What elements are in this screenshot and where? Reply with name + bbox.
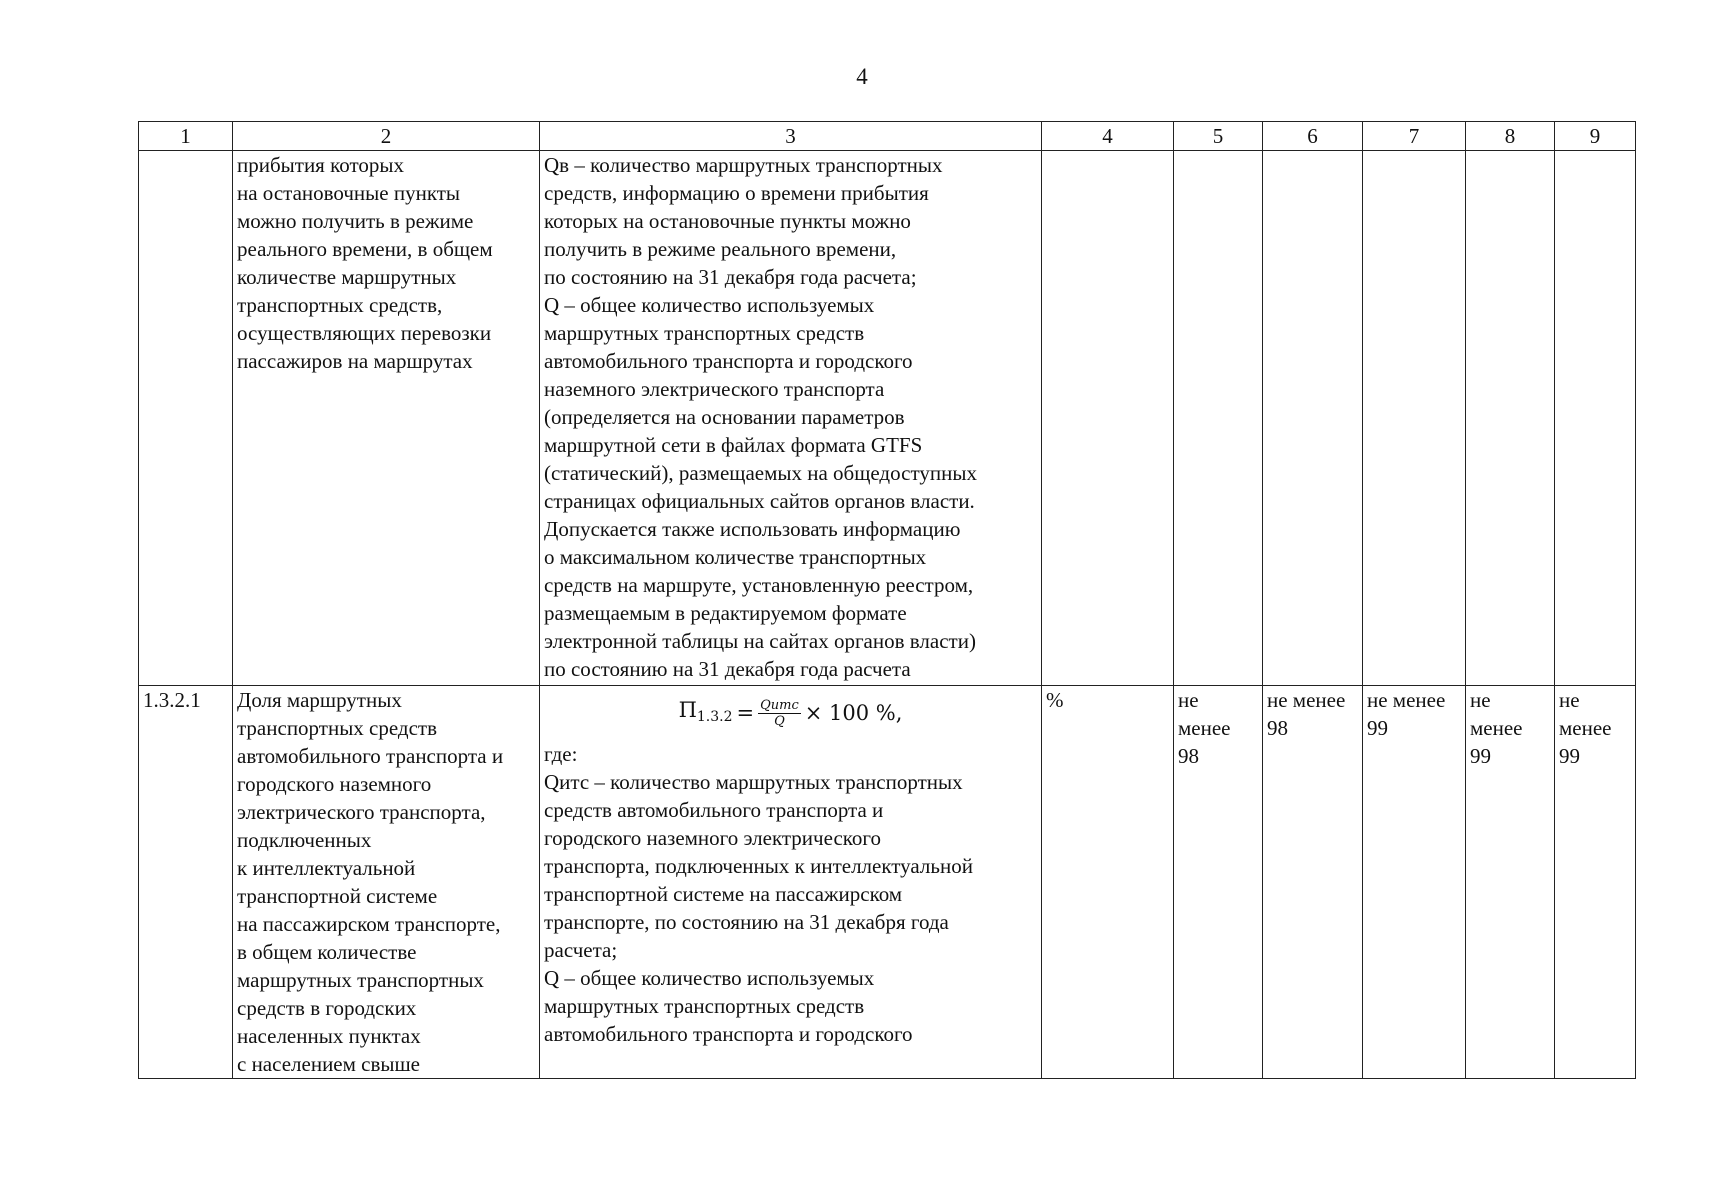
formula-numerator: Qитс <box>760 697 799 713</box>
page-number: 4 <box>856 64 868 89</box>
cell-value-7: не менее 99 <box>1363 686 1466 1079</box>
cell-unit: % <box>1042 686 1174 1079</box>
cell-value-9: не менее 99 <box>1555 686 1636 1079</box>
table-row-1-3-2-1 <box>139 686 1636 1079</box>
formula-fraction <box>758 698 801 729</box>
cell-calculation-method: Qв – количество маршрутных транспортных средств, информацию о времени прибытия которых на остановочные пункты можно получить в режиме реального времени, по состоянию на 31 декабря года расчета; Q – общее количество используемых маршрутных транспортных средств автомобильного транспорта и городского наземного электрического транспорта (определяется на основании параметров маршрутной сети в файлах формата GTFS (статический), размещаемых на общедоступных страницах официальных сайтов органов власти. Допускается также использовать информацию о максимальном количестве транспортных средств на маршруте, установленную реестром, размещаемым в редактируемом формате электронной таблицы на сайтах органов власти) по состоянию на 31 декабря года расчета <box>540 151 1042 686</box>
header-col-9: 9 <box>1555 122 1636 151</box>
header-col-2: 2 <box>233 122 540 151</box>
formula-rhs: × 100 %, <box>804 701 903 725</box>
cell-value-7 <box>1363 151 1466 686</box>
formula-equals: = <box>736 701 755 725</box>
table-row-continuation <box>139 151 1636 686</box>
header-col-4: 4 <box>1042 122 1174 151</box>
formula-lhs-subscript: 1.3.2 <box>696 708 733 725</box>
cell-number <box>139 151 233 686</box>
cell-unit <box>1042 151 1174 686</box>
cell-number: 1.3.2.1 <box>139 686 233 1079</box>
cell-calculation-method <box>540 686 1042 1079</box>
cell-value-6 <box>1263 151 1363 686</box>
header-row <box>139 122 1636 151</box>
formula-lhs: $П_{1.3.2}$ <box>678 697 733 725</box>
formula-explanation: где: Qитс – количество маршрутных транспортных средств автомобильного транспорта и городского наземного электрического транспорта, подключенных к интеллектуальной транспортной системе на пассажирском транспорте, по состоянию на 31 декабря года расчета; Q – общее количество используемых маршрутных транспортных средств автомобильного транспорта и городского <box>544 742 973 1046</box>
header-col-1: 1 <box>139 122 233 151</box>
header-col-8: 8 <box>1466 122 1555 151</box>
cell-indicator-name: прибытия которых на остановочные пункты можно получить в режиме реального времени, в общем количестве маршрутных транспортных средств, осуществляющих перевозки пассажиров на маршрутах <box>233 151 540 686</box>
indicator-table <box>138 121 1636 1079</box>
cell-indicator-name: Доля маршрутных транспортных средств автомобильного транспорта и городского наземного электрического транспорта, подключенных к интеллектуальной транспортной системе на пассажирском транспорте, в общем количестве маршрутных транспортных средств в городских населенных пунктах с населением свыше <box>233 686 540 1079</box>
formula <box>544 686 1037 740</box>
cell-value-6: не менее 98 <box>1263 686 1363 1079</box>
formula-denominator: Q <box>774 713 785 729</box>
cell-value-5: не менее 98 <box>1174 686 1263 1079</box>
cell-value-8 <box>1466 151 1555 686</box>
cell-value-9 <box>1555 151 1636 686</box>
header-col-3: 3 <box>540 122 1042 151</box>
cell-value-5 <box>1174 151 1263 686</box>
header-col-5: 5 <box>1174 122 1263 151</box>
header-col-6: 6 <box>1263 122 1363 151</box>
header-col-7: 7 <box>1363 122 1466 151</box>
cell-value-8: не менее 99 <box>1466 686 1555 1079</box>
